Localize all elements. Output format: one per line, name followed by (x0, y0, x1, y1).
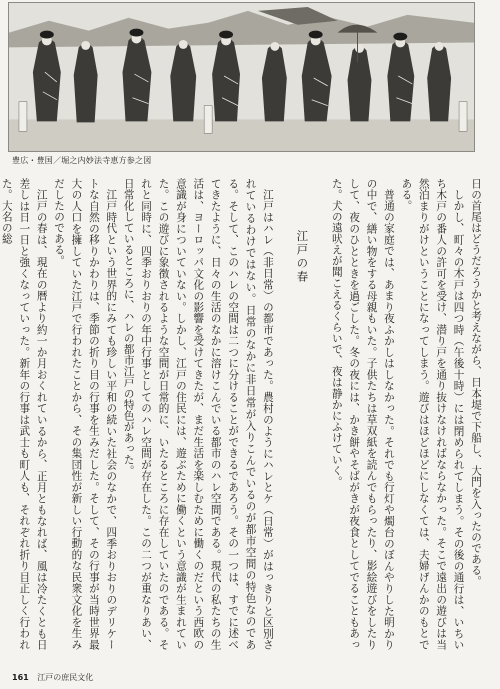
ukiyoe-illustration (8, 2, 475, 152)
running-title: 江戸の庶民文化 (37, 673, 94, 682)
page-number: 161 (12, 673, 29, 682)
paragraph: 普通の家庭では、あまり夜ふかしはしなかった。それでも行灯や燭台のぼんやりした明かりの中で、繕い物をする母親もいた。子供たちは草双紙を読んでもらったり、影絵遊びをしたりして、夜のひとときを過ごした。冬の夜には、かき餅やそばがきが夜食としてでることもあった。犬の遠吠えが聞こえるくらいで、夜は静かにふけていく。 (330, 178, 395, 650)
section-heading: 江戸の春 (295, 229, 310, 284)
vertical-article-text (0, 178, 484, 650)
paragraph: しかし、町々の木戸は四つ時（午後十時）には閉められてしまう。その後の通行は、いちいち木戸の番人の許可を受け、潜り戸を通り抜けなければならなかった。そこで遠出の遊びは当然泊まりがけということになってしまう。遊びはほどほどにしなくては、夫婦げんかのもとである。 (400, 178, 465, 650)
ukiyoe-print-image (9, 3, 474, 151)
paragraph: 江戸時代という世界的にみても珍しい平和の続いた社会のなかで、四季おりおりのデリケートな自然の移りかわりは、季節の折り目の行事を生みだした。そして、その行事が当時世界最大の人口を擁していた江戸で行われたことから、その集団性が新しい行動的な民衆文化を生みだしたのである。 (53, 178, 118, 650)
paragraph: 江戸はハレ（非日常）の都市であった。農村のようにハレとケ（日常）がはっきりと区別されているわけではない。日常のなかに非日常が入りこんでいるのが都市空間の特色なのである。そして、このハレの空間は二つに分けることができるであろう。その一つは、すでに述べてきたように、日々の生活のなかに溶けこんでいる都市のハレ空間である。現代の私たちの生活は、ヨーロッパ文化の影響を受けてきたが、まだ生活を楽しむために働くのだという西欧の意識が身についていない。しかし、江戸の住民には、遊ぶために働くという意識が生まれていた。この遊びに象徴されるような空間が日常的に、いたるところに存在していたのである。それと同時に、四季おりおりの年中行事としてのハレ空間が存在した。この二つが重なりあい、日常化しているところに、ハレの都市江戸の特色があった。 (122, 178, 274, 650)
page-footer (12, 672, 93, 683)
paragraph: 日の首尾はどうだろうかと考えながら、日本堤で下船し、大門を入ったのである。 (470, 178, 482, 587)
figure-caption: 豊広・豊国／堀之内妙法寺恵方参之図 (12, 156, 152, 165)
paragraph: 江戸の春は、現在の暦より約一か月おくれているから、正月ともなれば、風は冷たくとも日差しは日一日と強くなっていった。新年の行事は武士も町人も、それぞれ折り目正しく行われた。大名の総 (0, 178, 48, 650)
